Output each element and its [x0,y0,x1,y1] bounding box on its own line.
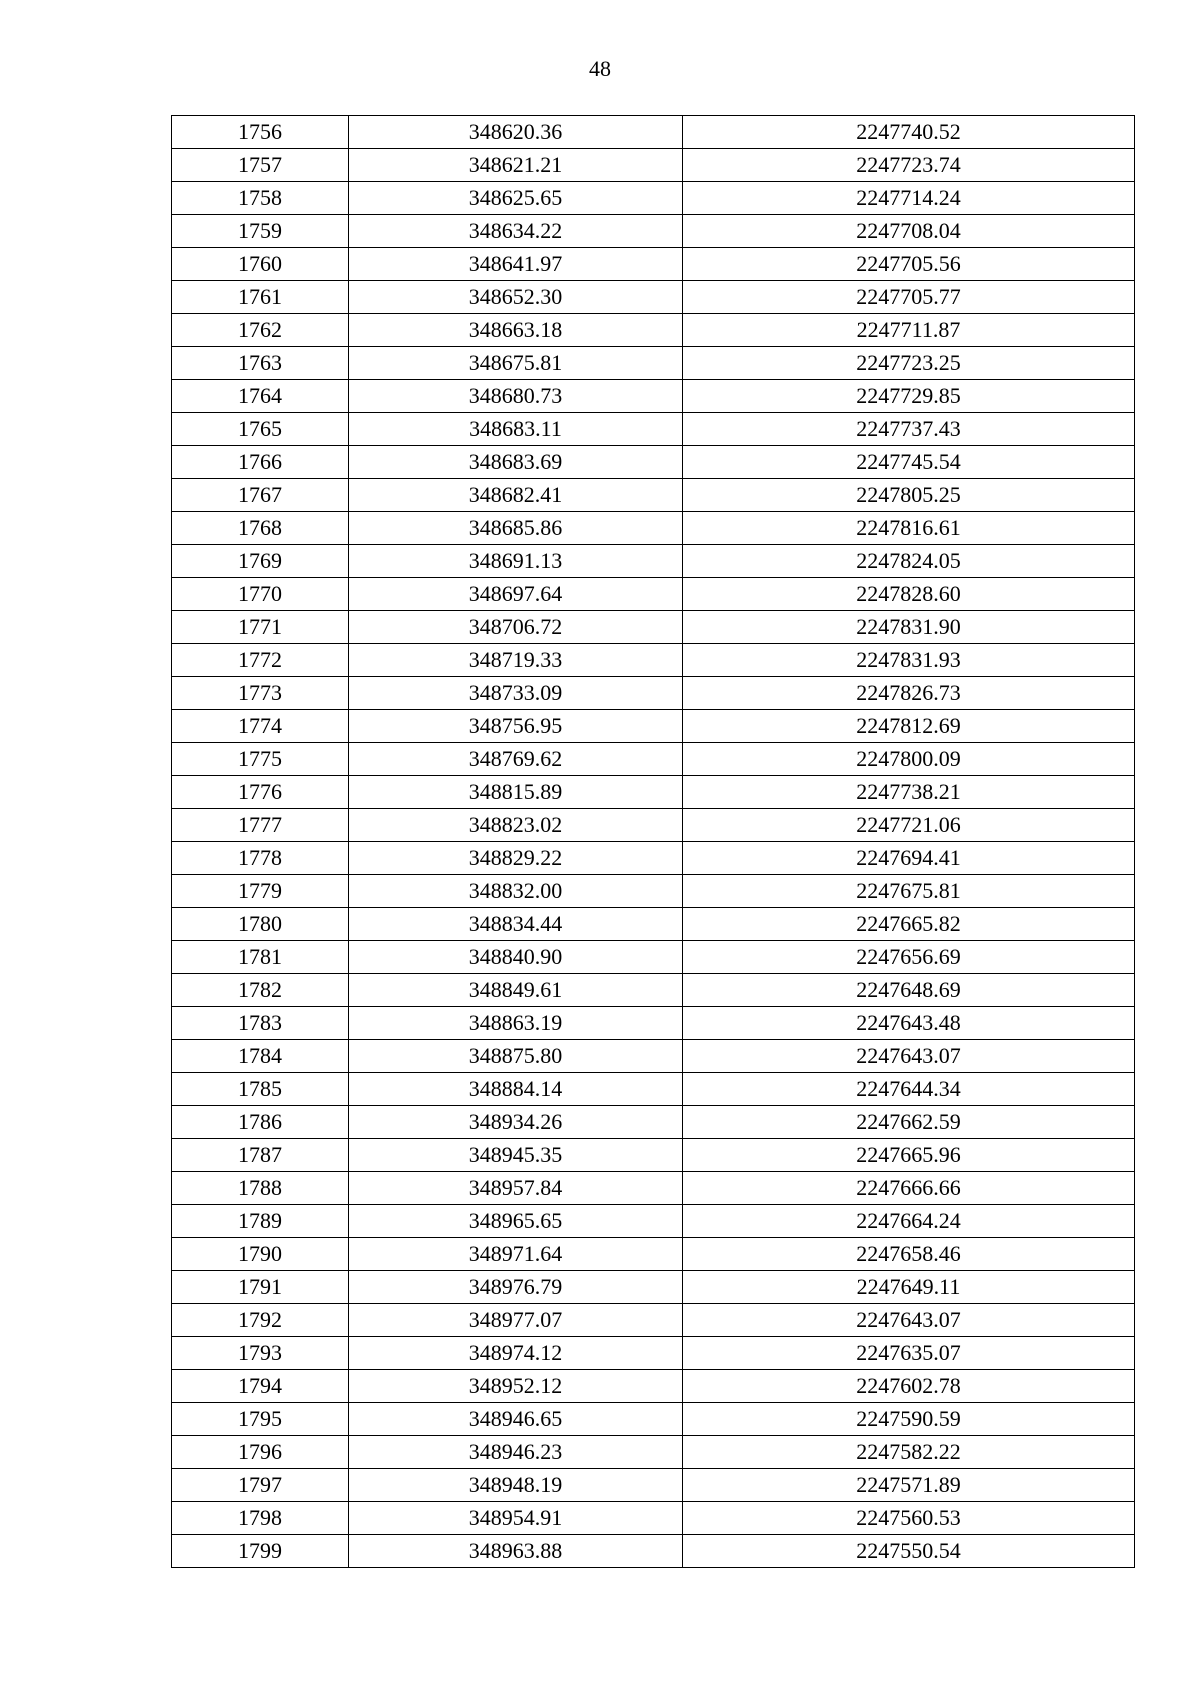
point-number-cell: 1768 [172,512,349,545]
table-row [172,1535,1135,1568]
x-coordinate-cell: 348957.84 [349,1172,683,1205]
y-coordinate-cell: 2247662.59 [683,1106,1135,1139]
point-number-cell: 1787 [172,1139,349,1172]
y-coordinate-cell: 2247805.25 [683,479,1135,512]
point-number-cell: 1786 [172,1106,349,1139]
y-coordinate-cell: 2247831.90 [683,611,1135,644]
point-number-cell: 1782 [172,974,349,1007]
point-number-cell: 1760 [172,248,349,281]
x-coordinate-cell: 348948.19 [349,1469,683,1502]
point-number-cell: 1758 [172,182,349,215]
table-row [172,413,1135,446]
table-row [172,809,1135,842]
x-coordinate-cell: 348965.65 [349,1205,683,1238]
x-coordinate-cell: 348840.90 [349,941,683,974]
point-number-cell: 1775 [172,743,349,776]
table-row [172,512,1135,545]
table-row [172,1139,1135,1172]
point-number-cell: 1784 [172,1040,349,1073]
y-coordinate-cell: 2247708.04 [683,215,1135,248]
point-number-cell: 1773 [172,677,349,710]
y-coordinate-cell: 2247831.93 [683,644,1135,677]
point-number-cell: 1795 [172,1403,349,1436]
table-row [172,1469,1135,1502]
table-row [172,974,1135,1007]
y-coordinate-cell: 2247649.11 [683,1271,1135,1304]
x-coordinate-cell: 348652.30 [349,281,683,314]
point-number-cell: 1799 [172,1535,349,1568]
table-row [172,248,1135,281]
point-number-cell: 1756 [172,116,349,149]
table-row [172,1337,1135,1370]
y-coordinate-cell: 2247644.34 [683,1073,1135,1106]
y-coordinate-cell: 2247694.41 [683,842,1135,875]
table-row [172,776,1135,809]
table-row [172,578,1135,611]
table-row [172,182,1135,215]
table-row [172,380,1135,413]
y-coordinate-cell: 2247737.43 [683,413,1135,446]
x-coordinate-cell: 348946.65 [349,1403,683,1436]
x-coordinate-cell: 348683.69 [349,446,683,479]
table-row [172,644,1135,677]
y-coordinate-cell: 2247729.85 [683,380,1135,413]
y-coordinate-cell: 2247738.21 [683,776,1135,809]
point-number-cell: 1757 [172,149,349,182]
y-coordinate-cell: 2247824.05 [683,545,1135,578]
point-number-cell: 1792 [172,1304,349,1337]
table-row [172,116,1135,149]
table-row [172,446,1135,479]
x-coordinate-cell: 348733.09 [349,677,683,710]
point-number-cell: 1770 [172,578,349,611]
x-coordinate-cell: 348634.22 [349,215,683,248]
y-coordinate-cell: 2247723.74 [683,149,1135,182]
x-coordinate-cell: 348834.44 [349,908,683,941]
x-coordinate-cell: 348974.12 [349,1337,683,1370]
x-coordinate-cell: 348685.86 [349,512,683,545]
y-coordinate-cell: 2247826.73 [683,677,1135,710]
table-row [172,1040,1135,1073]
point-number-cell: 1780 [172,908,349,941]
point-number-cell: 1774 [172,710,349,743]
y-coordinate-cell: 2247602.78 [683,1370,1135,1403]
point-number-cell: 1762 [172,314,349,347]
point-number-cell: 1765 [172,413,349,446]
y-coordinate-cell: 2247812.69 [683,710,1135,743]
y-coordinate-cell: 2247740.52 [683,116,1135,149]
point-number-cell: 1798 [172,1502,349,1535]
y-coordinate-cell: 2247656.69 [683,941,1135,974]
x-coordinate-cell: 348663.18 [349,314,683,347]
point-number-cell: 1779 [172,875,349,908]
page-number: 48 [589,56,611,81]
y-coordinate-cell: 2247711.87 [683,314,1135,347]
table-row [172,1205,1135,1238]
table-row [172,908,1135,941]
table-row [172,1436,1135,1469]
x-coordinate-cell: 348875.80 [349,1040,683,1073]
point-number-cell: 1793 [172,1337,349,1370]
point-number-cell: 1764 [172,380,349,413]
table-row [172,1304,1135,1337]
point-number-cell: 1790 [172,1238,349,1271]
y-coordinate-cell: 2247800.09 [683,743,1135,776]
point-number-cell: 1789 [172,1205,349,1238]
x-coordinate-cell: 348641.97 [349,248,683,281]
point-number-cell: 1769 [172,545,349,578]
x-coordinate-cell: 348756.95 [349,710,683,743]
x-coordinate-cell: 348954.91 [349,1502,683,1535]
y-coordinate-cell: 2247643.07 [683,1040,1135,1073]
x-coordinate-cell: 348683.11 [349,413,683,446]
table-row [172,710,1135,743]
x-coordinate-cell: 348945.35 [349,1139,683,1172]
y-coordinate-cell: 2247721.06 [683,809,1135,842]
point-number-cell: 1776 [172,776,349,809]
point-number-cell: 1759 [172,215,349,248]
table-row [172,677,1135,710]
x-coordinate-cell: 348976.79 [349,1271,683,1304]
x-coordinate-cell: 348691.13 [349,545,683,578]
x-coordinate-cell: 348863.19 [349,1007,683,1040]
table-row [172,1007,1135,1040]
x-coordinate-cell: 348977.07 [349,1304,683,1337]
y-coordinate-cell: 2247705.77 [683,281,1135,314]
point-number-cell: 1761 [172,281,349,314]
table-row [172,875,1135,908]
x-coordinate-cell: 348675.81 [349,347,683,380]
x-coordinate-cell: 348620.36 [349,116,683,149]
x-coordinate-cell: 348946.23 [349,1436,683,1469]
x-coordinate-cell: 348884.14 [349,1073,683,1106]
point-number-cell: 1788 [172,1172,349,1205]
y-coordinate-cell: 2247665.96 [683,1139,1135,1172]
x-coordinate-cell: 348829.22 [349,842,683,875]
x-coordinate-cell: 348697.64 [349,578,683,611]
y-coordinate-cell: 2247658.46 [683,1238,1135,1271]
x-coordinate-cell: 348706.72 [349,611,683,644]
table-row [172,842,1135,875]
y-coordinate-cell: 2247582.22 [683,1436,1135,1469]
x-coordinate-cell: 348815.89 [349,776,683,809]
point-number-cell: 1766 [172,446,349,479]
table-row [172,1073,1135,1106]
point-number-cell: 1783 [172,1007,349,1040]
point-number-cell: 1763 [172,347,349,380]
x-coordinate-cell: 348680.73 [349,380,683,413]
x-coordinate-cell: 348832.00 [349,875,683,908]
x-coordinate-cell: 348769.62 [349,743,683,776]
y-coordinate-cell: 2247635.07 [683,1337,1135,1370]
table-row [172,314,1135,347]
x-coordinate-cell: 348823.02 [349,809,683,842]
point-number-cell: 1771 [172,611,349,644]
table-row [172,215,1135,248]
table-row [172,347,1135,380]
y-coordinate-cell: 2247675.81 [683,875,1135,908]
table-row [172,479,1135,512]
x-coordinate-cell: 348934.26 [349,1106,683,1139]
table-row [172,1238,1135,1271]
coordinates-table [171,115,1135,1568]
y-coordinate-cell: 2247643.48 [683,1007,1135,1040]
y-coordinate-cell: 2247571.89 [683,1469,1135,1502]
x-coordinate-cell: 348682.41 [349,479,683,512]
table-row [172,281,1135,314]
point-number-cell: 1772 [172,644,349,677]
y-coordinate-cell: 2247643.07 [683,1304,1135,1337]
y-coordinate-cell: 2247714.24 [683,182,1135,215]
y-coordinate-cell: 2247723.25 [683,347,1135,380]
y-coordinate-cell: 2247664.24 [683,1205,1135,1238]
table-row [172,1271,1135,1304]
y-coordinate-cell: 2247705.56 [683,248,1135,281]
table-row [172,1172,1135,1205]
point-number-cell: 1785 [172,1073,349,1106]
point-number-cell: 1777 [172,809,349,842]
point-number-cell: 1778 [172,842,349,875]
table-row [172,611,1135,644]
x-coordinate-cell: 348719.33 [349,644,683,677]
x-coordinate-cell: 348621.21 [349,149,683,182]
y-coordinate-cell: 2247590.59 [683,1403,1135,1436]
coordinates-table-body [172,116,1135,1568]
point-number-cell: 1796 [172,1436,349,1469]
table-row [172,149,1135,182]
table-row [172,545,1135,578]
table-row [172,1370,1135,1403]
y-coordinate-cell: 2247560.53 [683,1502,1135,1535]
x-coordinate-cell: 348952.12 [349,1370,683,1403]
point-number-cell: 1767 [172,479,349,512]
point-number-cell: 1791 [172,1271,349,1304]
y-coordinate-cell: 2247816.61 [683,512,1135,545]
x-coordinate-cell: 348625.65 [349,182,683,215]
x-coordinate-cell: 348849.61 [349,974,683,1007]
point-number-cell: 1781 [172,941,349,974]
point-number-cell: 1794 [172,1370,349,1403]
table-row [172,743,1135,776]
y-coordinate-cell: 2247828.60 [683,578,1135,611]
table-row [172,1403,1135,1436]
x-coordinate-cell: 348971.64 [349,1238,683,1271]
y-coordinate-cell: 2247550.54 [683,1535,1135,1568]
table-row [172,941,1135,974]
table-row [172,1106,1135,1139]
y-coordinate-cell: 2247665.82 [683,908,1135,941]
y-coordinate-cell: 2247648.69 [683,974,1135,1007]
point-number-cell: 1797 [172,1469,349,1502]
table-row [172,1502,1135,1535]
y-coordinate-cell: 2247745.54 [683,446,1135,479]
y-coordinate-cell: 2247666.66 [683,1172,1135,1205]
x-coordinate-cell: 348963.88 [349,1535,683,1568]
